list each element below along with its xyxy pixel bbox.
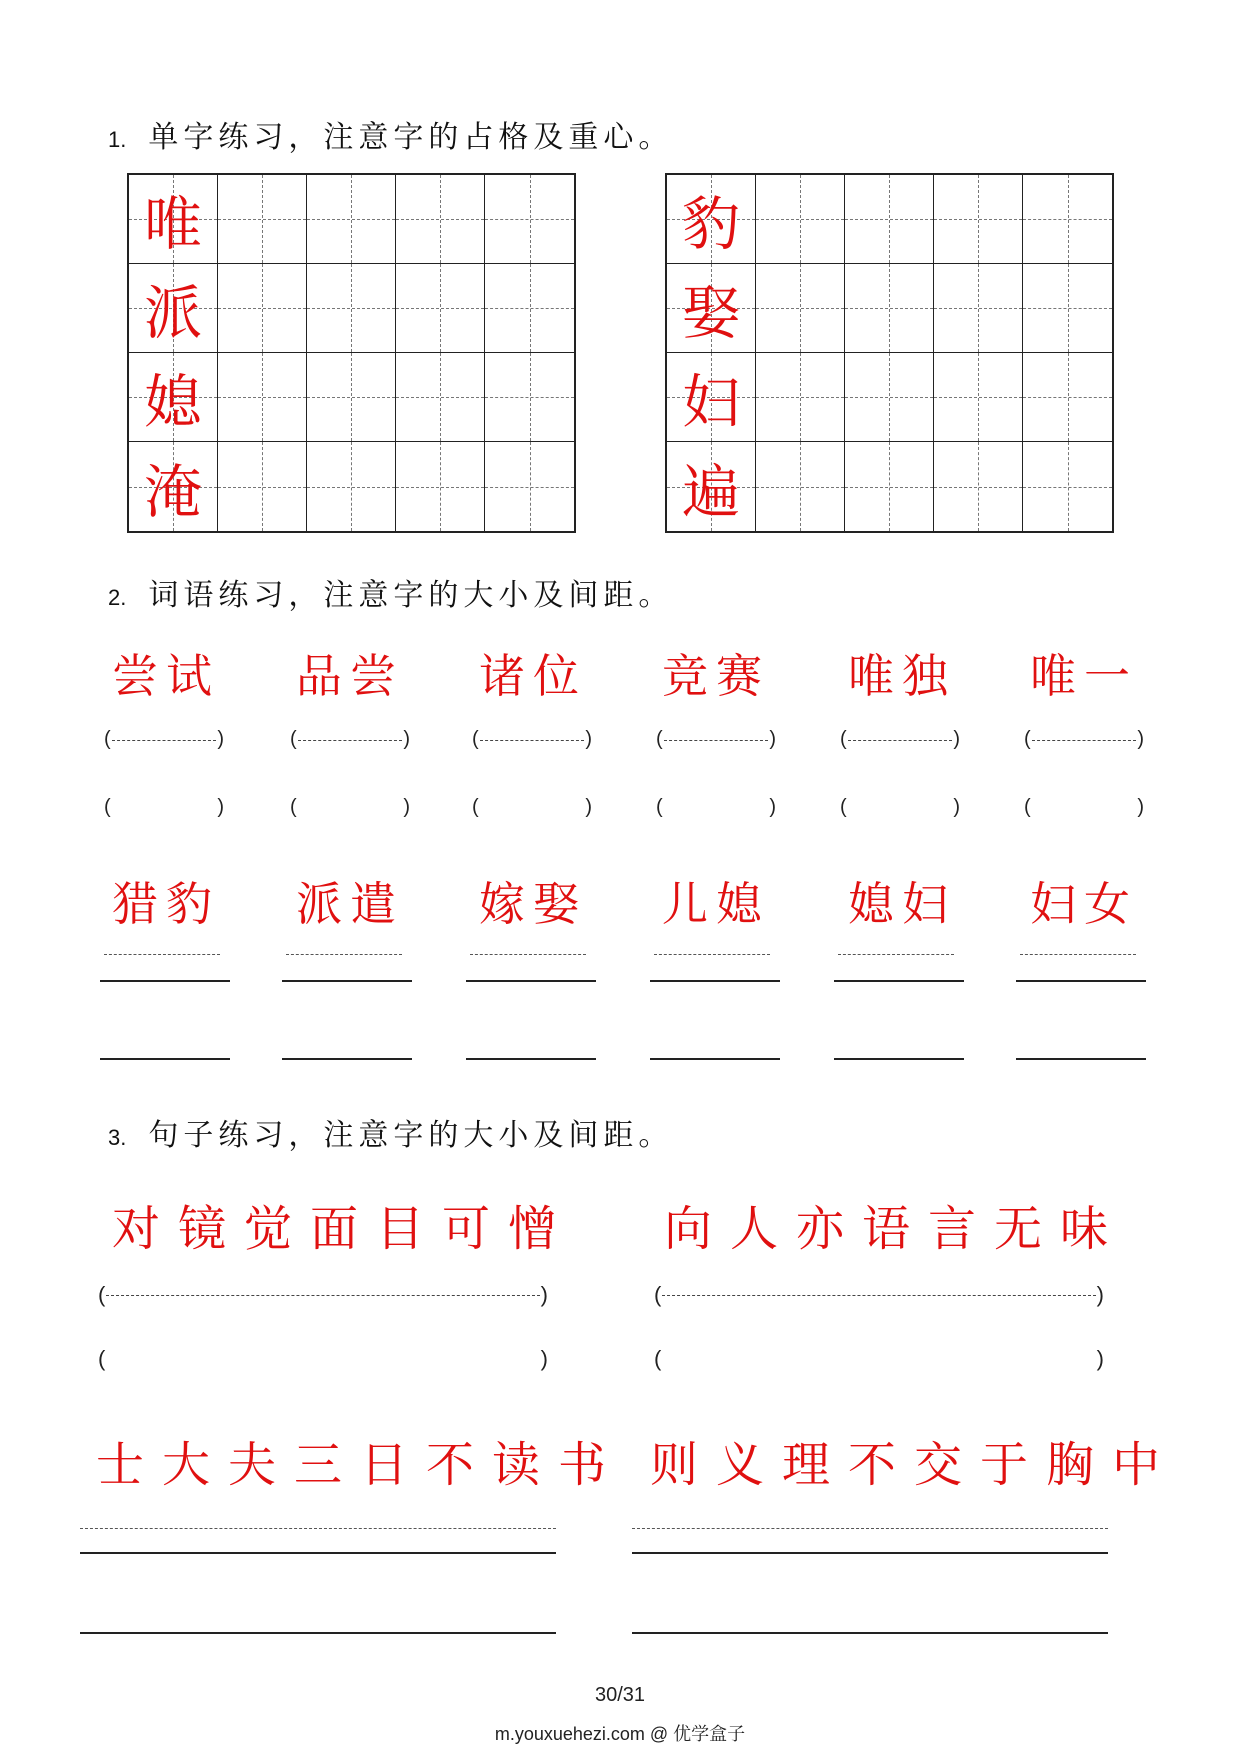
word-model: 媳妇 <box>848 877 956 931</box>
section-2-title: 词语练习，注意字的大小及间距。 <box>148 578 674 613</box>
grid-cell <box>667 442 756 531</box>
grid-cell <box>667 175 756 264</box>
answer-bracket[interactable]: ( ) <box>472 728 592 750</box>
grid-cell <box>845 264 934 353</box>
model-character: 豹 <box>681 190 740 258</box>
grid-cell <box>396 442 485 531</box>
sentence-bracket[interactable]: ( ) <box>654 1346 1104 1371</box>
grid-cell <box>756 264 845 353</box>
grid-cell <box>756 353 845 442</box>
sentence-model: 则义理不交于胸中 <box>650 1437 1179 1493</box>
section-2-number: 2. <box>108 585 127 610</box>
word-model: 诸位 <box>479 649 587 703</box>
section-1-title: 单字练习，注意字的占格及重心。 <box>148 120 674 155</box>
model-character: 娶 <box>681 279 740 347</box>
answer-bracket[interactable]: ( ) <box>104 728 224 750</box>
grid-cell <box>756 442 845 531</box>
answer-bracket[interactable]: ( ) <box>840 728 960 750</box>
answer-bracket[interactable]: ( ) <box>656 796 776 818</box>
right-practice-grid <box>665 173 1114 533</box>
model-character: 淹 <box>143 457 202 526</box>
grid-cell <box>1023 353 1112 442</box>
word-model: 唯一 <box>1030 649 1138 703</box>
word-model: 尝试 <box>112 649 220 703</box>
model-character: 派 <box>143 279 202 347</box>
word-model: 派遣 <box>296 877 404 931</box>
grid-cell <box>218 442 307 531</box>
section-3-heading <box>108 1110 673 1154</box>
answer-bracket[interactable]: ( ) <box>656 728 776 750</box>
left-practice-grid <box>127 173 576 533</box>
grid-cell <box>129 264 218 353</box>
model-character: 媳 <box>143 368 202 436</box>
grid-cell <box>485 264 574 353</box>
model-character: 妇 <box>681 368 740 436</box>
writing-line[interactable] <box>282 1058 412 1060</box>
answer-bracket[interactable]: ( ) <box>1024 796 1144 818</box>
word-model: 唯独 <box>848 649 956 703</box>
grid-cell <box>307 175 396 264</box>
sentence-writing-line[interactable] <box>80 1632 556 1634</box>
grid-cell <box>756 175 845 264</box>
section-3-number: 3. <box>108 1125 127 1150</box>
word-model: 嫁娶 <box>479 877 587 931</box>
writing-line[interactable] <box>650 1058 780 1060</box>
grid-cell <box>1023 264 1112 353</box>
sentence-bracket[interactable]: ( ) <box>98 1282 548 1307</box>
grid-cell <box>307 442 396 531</box>
word-model: 猎豹 <box>112 877 220 931</box>
writing-line[interactable] <box>466 1058 596 1060</box>
grid-cell <box>485 175 574 264</box>
word-model: 竞赛 <box>662 649 770 703</box>
grid-cell <box>396 353 485 442</box>
grid-cell <box>845 442 934 531</box>
grid-cell <box>845 175 934 264</box>
answer-bracket[interactable]: ( ) <box>840 796 960 818</box>
grid-cell <box>667 264 756 353</box>
grid-cell <box>307 353 396 442</box>
grid-cell <box>934 175 1023 264</box>
site-credit: m.youxuehezi.com @ 优学盒子 <box>494 1724 746 1744</box>
section-3-title: 句子练习，注意字的大小及间距。 <box>148 1118 674 1153</box>
grid-cell <box>396 175 485 264</box>
page-number: 30/31 <box>594 1684 646 1706</box>
answer-bracket[interactable]: ( ) <box>472 796 592 818</box>
grid-cell <box>667 353 756 442</box>
model-character: 唯 <box>143 190 202 258</box>
grid-cell <box>485 353 574 442</box>
word-model: 妇女 <box>1030 877 1138 931</box>
writing-line[interactable] <box>1016 1058 1146 1060</box>
model-character: 遍 <box>681 457 740 526</box>
grid-cell <box>307 264 396 353</box>
sentence-model: 向人亦语言无味 <box>664 1201 1127 1257</box>
section-2-heading <box>108 570 673 614</box>
grid-cell <box>129 175 218 264</box>
sentence-bracket[interactable]: ( ) <box>98 1346 548 1371</box>
grid-cell <box>845 353 934 442</box>
sentence-model: 士大夫三日不读书 <box>96 1437 625 1493</box>
grid-cell <box>396 264 485 353</box>
section-1-heading <box>108 112 673 156</box>
section-1-number: 1. <box>108 127 127 152</box>
grid-cell <box>934 353 1023 442</box>
sentence-writing-line[interactable] <box>632 1632 1108 1634</box>
grid-cell <box>129 353 218 442</box>
grid-cell <box>934 442 1023 531</box>
answer-bracket[interactable]: ( ) <box>1024 728 1144 750</box>
answer-bracket[interactable]: ( ) <box>290 728 410 750</box>
grid-cell <box>218 353 307 442</box>
grid-cell <box>1023 442 1112 531</box>
grid-cell <box>218 175 307 264</box>
writing-line[interactable] <box>100 1058 230 1060</box>
answer-bracket[interactable]: ( ) <box>290 796 410 818</box>
word-model: 品尝 <box>296 649 404 703</box>
grid-cell <box>485 442 574 531</box>
writing-line[interactable] <box>834 1058 964 1060</box>
grid-cell <box>218 264 307 353</box>
grid-cell <box>129 442 218 531</box>
sentence-model: 对镜觉面目可憎 <box>112 1201 575 1257</box>
sentence-bracket[interactable]: ( ) <box>654 1282 1104 1307</box>
grid-cell <box>1023 175 1112 264</box>
grid-cell <box>934 264 1023 353</box>
word-model: 儿媳 <box>662 877 770 931</box>
answer-bracket[interactable]: ( ) <box>104 796 224 818</box>
